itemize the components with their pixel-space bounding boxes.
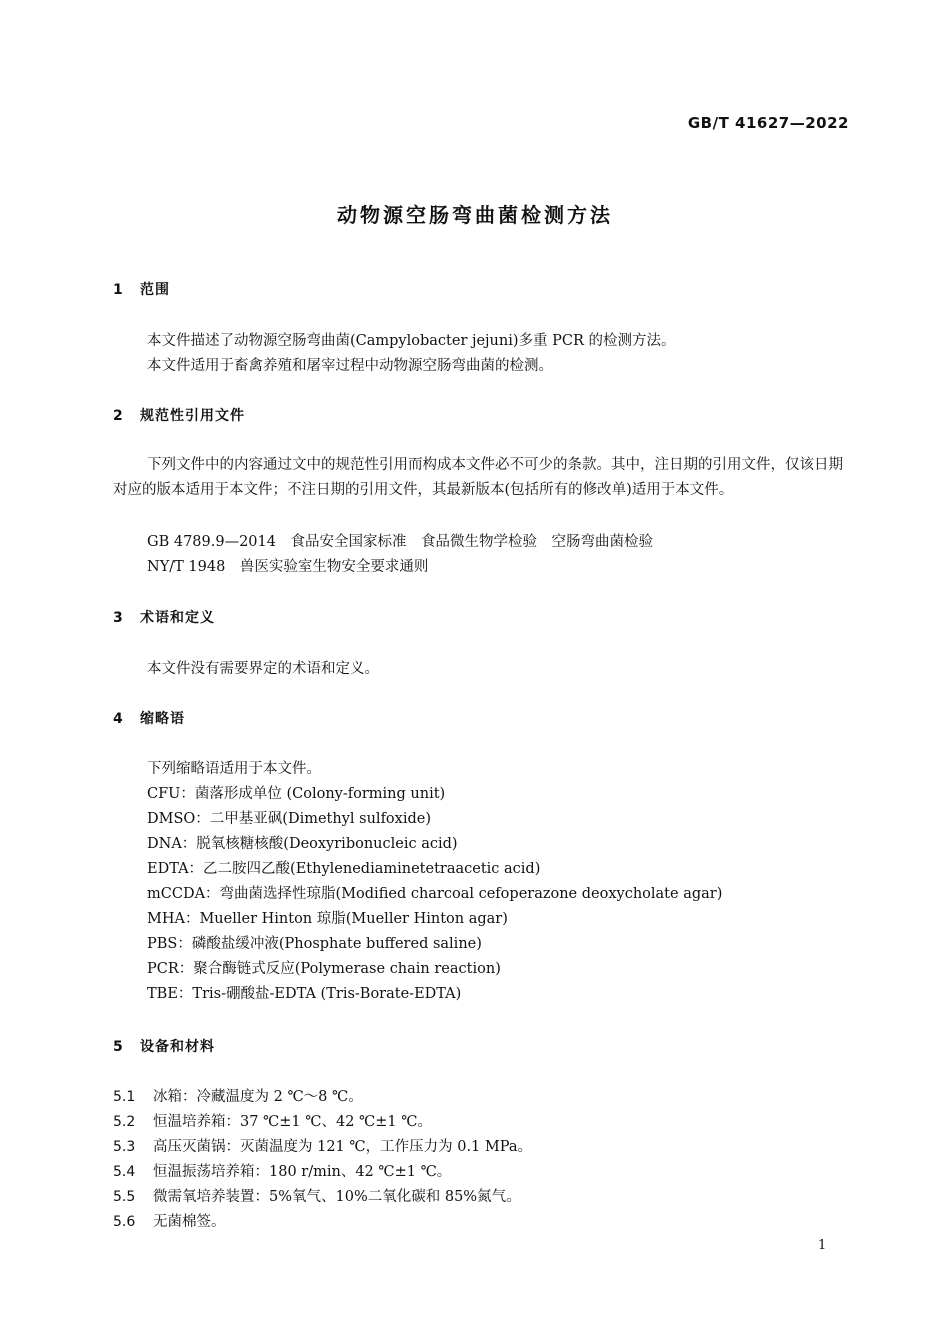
paragraph: 下列文件中的内容通过文中的规范性引用而构成本文件必不可少的条款。其中，注日期的引用文件，仅该日期对应的版本适用于本文件；不注日期的引用文件，其最新版本(包括所有的修改单)适用于本文件。 [113, 457, 843, 498]
item-text: 无菌棉签。 [153, 1214, 226, 1230]
item-text: 高压灭菌锅：灭菌温度为 121 ℃，工作压力为 0.1 MPa。 [153, 1139, 532, 1155]
section-number: 1 [113, 282, 124, 298]
item-number: 5.6 [113, 1214, 136, 1230]
page-number: 1 [818, 1238, 827, 1253]
equipment-item [113, 1110, 432, 1131]
paragraph: 本文件没有需要界定的术语和定义。 [147, 661, 379, 677]
equipment-item [113, 1085, 363, 1106]
equipment-item [113, 1185, 521, 1206]
section-2-heading [113, 405, 245, 425]
abbreviation-item: DMSO：二甲基亚砜(Dimethyl sulfoxide) [147, 811, 431, 827]
item-number: 5.1 [113, 1089, 136, 1105]
section-number: 2 [113, 408, 124, 424]
abbreviation-item: TBE：Tris-硼酸盐-EDTA (Tris-Borate-EDTA) [147, 986, 462, 1002]
section-title: 规范性引用文件 [140, 408, 245, 424]
standard-number: GB/T 41627—2022 [687, 114, 849, 132]
reference-item: GB 4789.9—2014 食品安全国家标准 食品微生物学检验 空肠弯曲菌检验 [147, 534, 653, 550]
abbreviation-item: DNA：脱氧核糖核酸(Deoxyribonucleic acid) [147, 836, 458, 852]
item-text: 恒温振荡培养箱：180 r/min、42 ℃±1 ℃。 [153, 1164, 452, 1180]
item-number: 5.4 [113, 1164, 136, 1180]
item-number: 5.5 [113, 1189, 136, 1205]
abbreviation-item: PBS：磷酸盐缓冲液(Phosphate buffered saline) [147, 936, 482, 952]
paragraph: 下列缩略语适用于本文件。 [147, 761, 321, 777]
item-number: 5.3 [113, 1139, 136, 1155]
reference-item: NY/T 1948 兽医实验室生物安全要求通则 [147, 559, 429, 575]
abbreviation-item: MHA：Mueller Hinton 琼脂(Mueller Hinton agar) [147, 911, 508, 927]
item-number: 5.2 [113, 1114, 136, 1130]
item-text: 恒温培养箱：37 ℃±1 ℃、42 ℃±1 ℃。 [153, 1114, 432, 1130]
section-title: 范围 [140, 282, 170, 298]
abbreviation-item: CFU：菌落形成单位 (Colony-forming unit) [147, 786, 446, 802]
section-1-heading [113, 279, 170, 299]
item-text: 冰箱：冷藏温度为 2 ℃～8 ℃。 [153, 1089, 363, 1105]
paragraph: 本文件描述了动物源空肠弯曲菌(Campylobacter jejuni)多重 PCR 的检测方法。 [147, 333, 676, 349]
section-number: 4 [113, 711, 124, 727]
abbreviation-item: EDTA：乙二胺四乙酸(Ethylenediaminetetraacetic acid) [147, 861, 541, 877]
document-title: 动物源空肠弯曲菌检测方法 [337, 203, 613, 227]
equipment-item [113, 1160, 451, 1181]
equipment-item [113, 1135, 532, 1156]
abbreviation-item: mCCDA：弯曲菌选择性琼脂(Modified charcoal cefoperazone deoxycholate agar) [147, 886, 723, 902]
section-5-heading [113, 1036, 215, 1056]
section-number: 3 [113, 610, 124, 626]
paragraph: 本文件适用于畜禽养殖和屠宰过程中动物源空肠弯曲菌的检测。 [147, 358, 553, 374]
section-3-heading [113, 607, 215, 627]
item-text: 微需氧培养装置：5%氧气、10%二氧化碳和 85%氮气。 [153, 1189, 521, 1205]
section-title: 术语和定义 [140, 610, 215, 626]
section-4-heading [113, 708, 185, 728]
section-title: 缩略语 [140, 711, 185, 727]
equipment-item [113, 1210, 226, 1231]
abbreviation-item: PCR：聚合酶链式反应(Polymerase chain reaction) [147, 961, 501, 977]
section-title: 设备和材料 [140, 1039, 215, 1055]
section-number: 5 [113, 1039, 124, 1055]
